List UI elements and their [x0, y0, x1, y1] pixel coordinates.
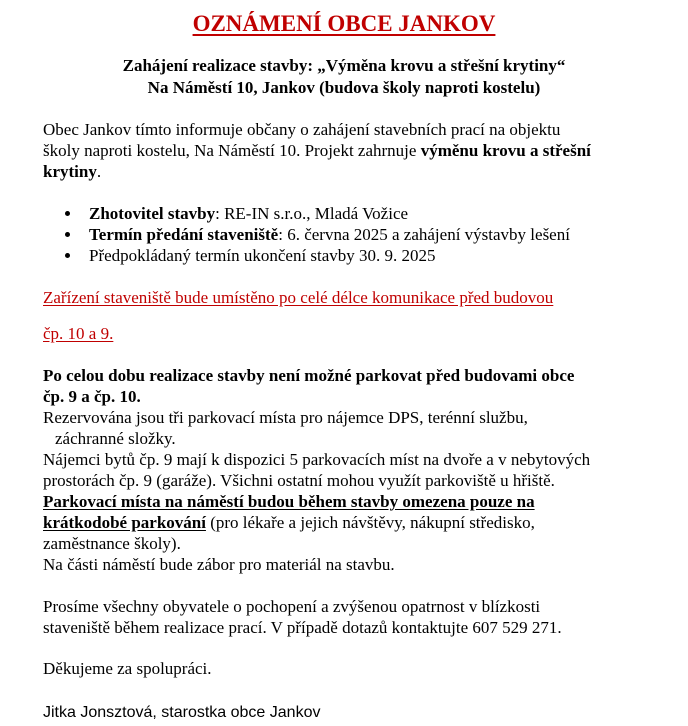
- tenants-line-2: prostorách čp. 9 (garáže). Všichni ostatní mohou využít parkoviště u hřiště.: [43, 471, 555, 490]
- closing-line-1: Prosíme všechny obyvatele o pochopení a zvýšenou opatrnost v blízkosti: [43, 597, 541, 616]
- closing-line-2: staveniště během realizace prací. V případě dotazů kontaktujte 607 529 271.: [43, 618, 562, 637]
- notice-title: OZNÁMENÍ OBCE JANKOV: [192, 11, 496, 36]
- bullet-icon: [65, 253, 70, 258]
- parking-warning-line-2: [43, 386, 663, 407]
- parking-warning-text-1: Po celou dobu realizace stavby není možné parkovat před budovami obce: [43, 366, 575, 385]
- intro-line-3-end: .: [96, 162, 102, 181]
- intro-line-2: [43, 140, 663, 161]
- closing-paragraph: [43, 596, 663, 638]
- bullet-icon: [65, 211, 70, 216]
- site-notice-text-2: čp. 10 a 9.: [43, 324, 114, 343]
- parking-warning-text-2: čp. 9 a čp. 10.: [43, 387, 141, 406]
- reserved-line-2: záchranné složky.: [55, 429, 176, 448]
- intro-line-2-bold: výměnu krovu a střešní: [420, 141, 591, 160]
- limited-line-3: zaměstnance školy).: [43, 534, 181, 553]
- list-item: [43, 224, 663, 245]
- bullet-icon: [65, 232, 70, 237]
- subtitle-address: Na Náměstí 10, Jankov (budova školy naproti kostelu): [147, 78, 541, 97]
- parking-section: [43, 365, 663, 575]
- reserved-line-1: Rezervována jsou tři parkovací místa pro nájemce DPS, terénní službu,: [43, 408, 528, 427]
- info-bullet-list: [43, 203, 663, 266]
- intro-line-3-bold: krytiny: [43, 162, 97, 181]
- limited-line-1: [43, 491, 663, 512]
- intro-line-2-text: školy naproti kostelu, Na Náměstí 10. Projekt zahrnuje: [43, 141, 421, 160]
- parking-warning-line-1: [43, 365, 663, 386]
- list-item: [43, 245, 663, 266]
- subtitle-project: Zahájení realizace stavby: „Výměna krovu a střešní krytiny“: [122, 56, 566, 75]
- tenants-line-1: Nájemci bytů čp. 9 mají k dispozici 5 parkovacích míst na dvoře a v nebytových: [43, 450, 591, 469]
- bullet-label: Termín předání staveniště: [89, 225, 279, 244]
- intro-line-3: [43, 161, 663, 182]
- limited-bold-text-2: krátkodobé parkování: [43, 513, 206, 532]
- bullet-text: : 6. června 2025 a zahájení výstavby lešení: [278, 225, 570, 244]
- bullet-label: Zhotovitel stavby: [89, 204, 216, 223]
- limited-bold-text-1: Parkovací místa na náměstí budou během stavby omezena pouze na: [43, 492, 535, 511]
- limited-line-2: [43, 512, 663, 533]
- material-line: Na části náměstí bude zábor pro materiál na stavbu.: [43, 555, 395, 574]
- signature-line: Jitka Jonsztová, starostka obce Jankov: [43, 704, 321, 721]
- site-notice-text-1: Zařízení staveniště bude umístěno po celé délce komunikace před budovou: [43, 288, 554, 307]
- list-item: [43, 203, 663, 224]
- bullet-text: Předpokládaný termín ukončení stavby 30. 9. 2025: [89, 246, 436, 265]
- intro-paragraph: [43, 119, 663, 182]
- site-notice-line-2: [43, 323, 663, 344]
- site-notice-line-1: [43, 287, 663, 308]
- thanks-line: Děkujeme za spolupráci.: [43, 659, 212, 678]
- intro-line-1: Obec Jankov tímto informuje občany o zahájení stavebních prací na objektu: [43, 120, 561, 139]
- bullet-text: : RE-IN s.r.o., Mladá Vožice: [215, 204, 409, 223]
- limited-rest-text: (pro lékaře a jejich návštěvy, nákupní středisko,: [205, 513, 535, 532]
